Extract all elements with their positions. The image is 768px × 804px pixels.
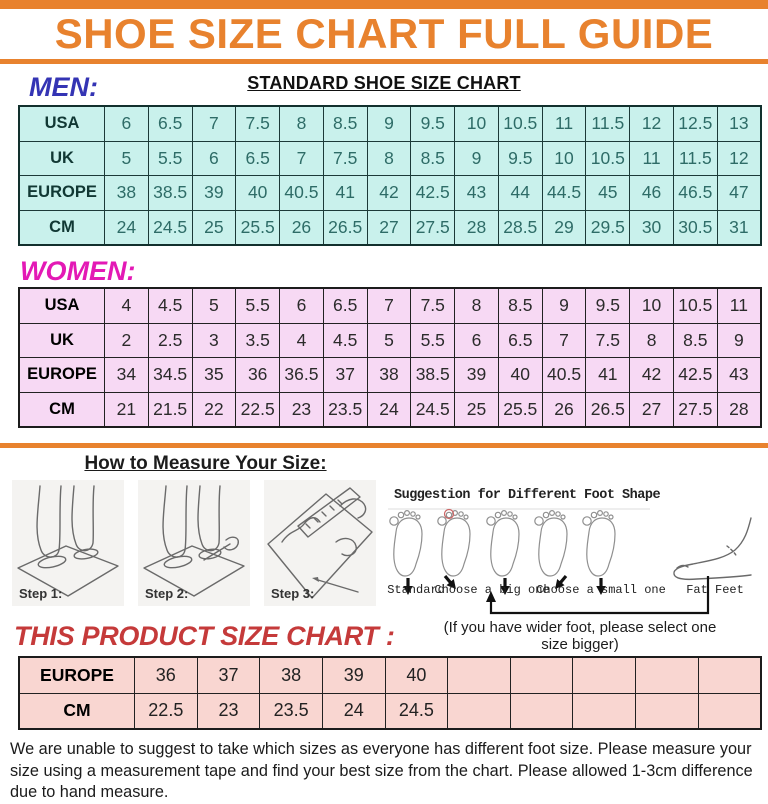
table-row	[19, 358, 761, 393]
table-row	[19, 323, 761, 358]
size-value-cell: 8	[455, 288, 499, 323]
foot-shapes-diagram	[388, 480, 766, 620]
men-size-table	[18, 105, 762, 246]
size-value-cell: 42	[630, 358, 674, 393]
size-value-cell: 47	[717, 176, 761, 211]
size-value-cell: 3	[192, 323, 236, 358]
product-chart-header	[0, 618, 768, 654]
size-value-cell: 27.5	[411, 210, 455, 245]
size-value-cell: 40.5	[542, 358, 586, 393]
row-header-cell: UK	[19, 141, 105, 176]
size-value-cell: 7	[192, 106, 236, 141]
top-orange-bar	[0, 0, 768, 9]
size-value-cell: 39	[455, 358, 499, 393]
size-value-cell: 27	[367, 210, 411, 245]
size-value-cell: 8	[280, 106, 324, 141]
size-value-cell: 8.5	[498, 288, 542, 323]
size-value-cell	[573, 693, 636, 729]
size-value-cell: 5	[105, 141, 149, 176]
step-2-panel	[138, 480, 250, 606]
foot-label-standard: Standard	[387, 583, 445, 598]
size-value-cell: 12	[717, 141, 761, 176]
size-value-cell: 6.5	[323, 288, 367, 323]
size-value-cell: 23	[280, 392, 324, 427]
size-value-cell: 22.5	[236, 392, 280, 427]
table-row	[19, 141, 761, 176]
size-value-cell: 37	[323, 358, 367, 393]
measure-section	[12, 480, 768, 606]
size-value-cell: 11	[542, 106, 586, 141]
size-value-cell: 36.5	[280, 358, 324, 393]
size-value-cell: 4.5	[148, 288, 192, 323]
size-value-cell: 10.5	[586, 141, 630, 176]
size-value-cell: 38	[105, 176, 149, 211]
size-value-cell: 4.5	[323, 323, 367, 358]
size-value-cell: 40.5	[280, 176, 324, 211]
foot-shape-heading: Suggestion for Different Foot Shape	[394, 488, 661, 504]
size-value-cell: 44	[498, 176, 542, 211]
size-value-cell: 7.5	[236, 106, 280, 141]
size-value-cell	[510, 657, 573, 693]
size-value-cell: 27	[630, 392, 674, 427]
size-value-cell	[448, 657, 511, 693]
page-title: SHOE SIZE CHART FULL GUIDE	[54, 10, 714, 57]
size-value-cell: 11.5	[673, 141, 717, 176]
size-value-cell: 42.5	[411, 176, 455, 211]
step-3-panel	[264, 480, 376, 606]
size-value-cell: 7	[542, 323, 586, 358]
size-value-cell: 24.5	[148, 210, 192, 245]
step-2-label: Step 2:	[145, 586, 189, 602]
size-value-cell: 7.5	[586, 323, 630, 358]
size-value-cell: 45	[586, 176, 630, 211]
size-value-cell: 42	[367, 176, 411, 211]
foot-label-small: Choose a small one	[536, 583, 666, 598]
size-value-cell: 6	[280, 288, 324, 323]
size-value-cell: 46.5	[673, 176, 717, 211]
size-value-cell: 29	[542, 210, 586, 245]
size-value-cell: 25.5	[498, 392, 542, 427]
men-section-label: MEN:	[29, 72, 98, 103]
size-value-cell: 13	[717, 106, 761, 141]
foot-sole-icon	[438, 511, 470, 576]
size-value-cell: 7	[367, 288, 411, 323]
size-value-cell: 42.5	[673, 358, 717, 393]
size-value-cell: 7	[280, 141, 324, 176]
size-value-cell	[698, 657, 761, 693]
size-value-cell: 10	[630, 288, 674, 323]
section-divider	[0, 443, 768, 448]
size-value-cell: 11.5	[586, 106, 630, 141]
size-value-cell: 40	[498, 358, 542, 393]
foot-shape-suggestion	[388, 480, 768, 606]
step-1-panel	[12, 480, 124, 606]
size-value-cell: 6.5	[236, 141, 280, 176]
size-value-cell: 2	[105, 323, 149, 358]
size-value-cell: 26	[542, 392, 586, 427]
step-1-label: Step 1:	[19, 586, 63, 602]
size-value-cell: 28	[455, 210, 499, 245]
size-value-cell: 6.5	[498, 323, 542, 358]
size-value-cell: 8	[367, 141, 411, 176]
size-value-cell: 36	[236, 358, 280, 393]
size-value-cell: 23.5	[260, 693, 323, 729]
foot-sole-icon	[583, 511, 615, 576]
table-row	[19, 288, 761, 323]
measure-heading: How to Measure Your Size:	[84, 453, 327, 475]
size-value-cell: 24	[322, 693, 385, 729]
size-value-cell: 4	[280, 323, 324, 358]
size-value-cell	[448, 693, 511, 729]
foot-sole-icon	[487, 511, 519, 576]
size-value-cell: 24.5	[385, 693, 448, 729]
size-value-cell: 10	[542, 141, 586, 176]
size-value-cell: 26.5	[323, 210, 367, 245]
size-value-cell: 12	[630, 106, 674, 141]
size-value-cell: 25	[455, 392, 499, 427]
table-row	[19, 106, 761, 141]
row-header-cell: UK	[19, 323, 105, 358]
size-value-cell: 3.5	[236, 323, 280, 358]
size-value-cell: 2.5	[148, 323, 192, 358]
product-chart-title: THIS PRODUCT SIZE CHART :	[14, 620, 395, 651]
size-value-cell: 9.5	[586, 288, 630, 323]
size-value-cell: 24	[367, 392, 411, 427]
size-value-cell	[636, 657, 699, 693]
size-value-cell: 25	[192, 210, 236, 245]
step-3-label: Step 3:	[271, 586, 315, 602]
size-value-cell: 12.5	[673, 106, 717, 141]
standard-chart-heading: STANDARD SHOE SIZE CHART	[247, 73, 521, 94]
size-value-cell: 9	[542, 288, 586, 323]
size-value-cell: 4	[105, 288, 149, 323]
table-row	[19, 693, 761, 729]
row-header-cell: CM	[19, 693, 135, 729]
table-row	[19, 176, 761, 211]
foot-sole-icon	[535, 511, 567, 576]
size-value-cell: 9.5	[411, 106, 455, 141]
wider-foot-note: (If you have wider foot, please select one size bigger)	[443, 619, 717, 654]
size-value-cell: 10.5	[673, 288, 717, 323]
size-value-cell	[636, 693, 699, 729]
size-value-cell: 26.5	[586, 392, 630, 427]
size-value-cell: 8	[630, 323, 674, 358]
size-value-cell	[573, 657, 636, 693]
size-value-cell: 5	[192, 288, 236, 323]
row-header-cell: USA	[19, 288, 105, 323]
size-value-cell: 34.5	[148, 358, 192, 393]
size-value-cell	[698, 693, 761, 729]
size-value-cell: 40	[385, 657, 448, 693]
size-value-cell: 23	[197, 693, 260, 729]
size-value-cell: 8.5	[323, 106, 367, 141]
size-value-cell: 7.5	[411, 288, 455, 323]
size-value-cell: 6	[455, 323, 499, 358]
row-header-cell: EUROPE	[19, 176, 105, 211]
size-value-cell: 9	[455, 141, 499, 176]
size-value-cell: 8.5	[411, 141, 455, 176]
size-value-cell: 30	[630, 210, 674, 245]
size-value-cell: 27.5	[673, 392, 717, 427]
size-value-cell: 34	[105, 358, 149, 393]
size-value-cell: 26	[280, 210, 324, 245]
size-value-cell: 9	[717, 323, 761, 358]
size-value-cell: 23.5	[323, 392, 367, 427]
standard-chart-header	[0, 64, 768, 105]
measure-steps	[12, 480, 376, 606]
size-value-cell: 8.5	[673, 323, 717, 358]
size-value-cell: 30.5	[673, 210, 717, 245]
size-value-cell: 21	[105, 392, 149, 427]
row-header-cell: CM	[19, 210, 105, 245]
size-value-cell: 36	[135, 657, 198, 693]
size-value-cell: 38	[367, 358, 411, 393]
size-value-cell: 40	[236, 176, 280, 211]
size-value-cell: 5.5	[236, 288, 280, 323]
size-value-cell: 28.5	[498, 210, 542, 245]
size-value-cell: 5	[367, 323, 411, 358]
size-value-cell: 38	[260, 657, 323, 693]
size-value-cell: 35	[192, 358, 236, 393]
size-value-cell: 43	[717, 358, 761, 393]
size-value-cell: 10	[455, 106, 499, 141]
size-value-cell: 6	[192, 141, 236, 176]
table-row	[19, 210, 761, 245]
size-value-cell: 7.5	[323, 141, 367, 176]
size-value-cell: 41	[586, 358, 630, 393]
row-header-cell: USA	[19, 106, 105, 141]
row-header-cell: CM	[19, 392, 105, 427]
size-value-cell: 37	[197, 657, 260, 693]
size-value-cell: 11	[717, 288, 761, 323]
table-row	[19, 657, 761, 693]
size-value-cell: 21.5	[148, 392, 192, 427]
size-value-cell: 9	[367, 106, 411, 141]
size-value-cell: 31	[717, 210, 761, 245]
row-header-cell: EUROPE	[19, 358, 105, 393]
women-size-table	[18, 287, 762, 428]
foot-label-fat: Fat Feet	[686, 583, 744, 598]
size-value-cell: 43	[455, 176, 499, 211]
side-foot-icon	[674, 518, 751, 579]
women-section-label: WOMEN:	[20, 256, 136, 287]
size-value-cell: 5.5	[411, 323, 455, 358]
size-value-cell: 39	[322, 657, 385, 693]
size-value-cell: 5.5	[148, 141, 192, 176]
size-value-cell: 28	[717, 392, 761, 427]
size-value-cell: 39	[192, 176, 236, 211]
size-value-cell: 9.5	[498, 141, 542, 176]
row-header-cell: EUROPE	[19, 657, 135, 693]
size-value-cell: 29.5	[586, 210, 630, 245]
size-value-cell: 25.5	[236, 210, 280, 245]
footer-note: We are unable to suggest to take which sizes as everyone has different foot size. Please measure your size using a measurement tape and find your best size from the chart. Please allowed 1-3cm difference due to hand measure.	[10, 740, 753, 802]
size-value-cell	[510, 693, 573, 729]
size-value-cell: 6.5	[148, 106, 192, 141]
size-value-cell: 11	[630, 141, 674, 176]
product-size-table	[18, 656, 762, 730]
size-value-cell: 10.5	[498, 106, 542, 141]
size-value-cell: 24	[105, 210, 149, 245]
size-value-cell: 41	[323, 176, 367, 211]
size-value-cell: 24.5	[411, 392, 455, 427]
size-value-cell: 38.5	[411, 358, 455, 393]
size-value-cell: 22.5	[135, 693, 198, 729]
size-value-cell: 6	[105, 106, 149, 141]
size-value-cell: 22	[192, 392, 236, 427]
size-value-cell: 44.5	[542, 176, 586, 211]
size-value-cell: 38.5	[148, 176, 192, 211]
size-value-cell: 46	[630, 176, 674, 211]
table-row	[19, 392, 761, 427]
foot-sole-icon	[390, 511, 422, 576]
foot-label-big: Choose a big one	[434, 583, 550, 598]
